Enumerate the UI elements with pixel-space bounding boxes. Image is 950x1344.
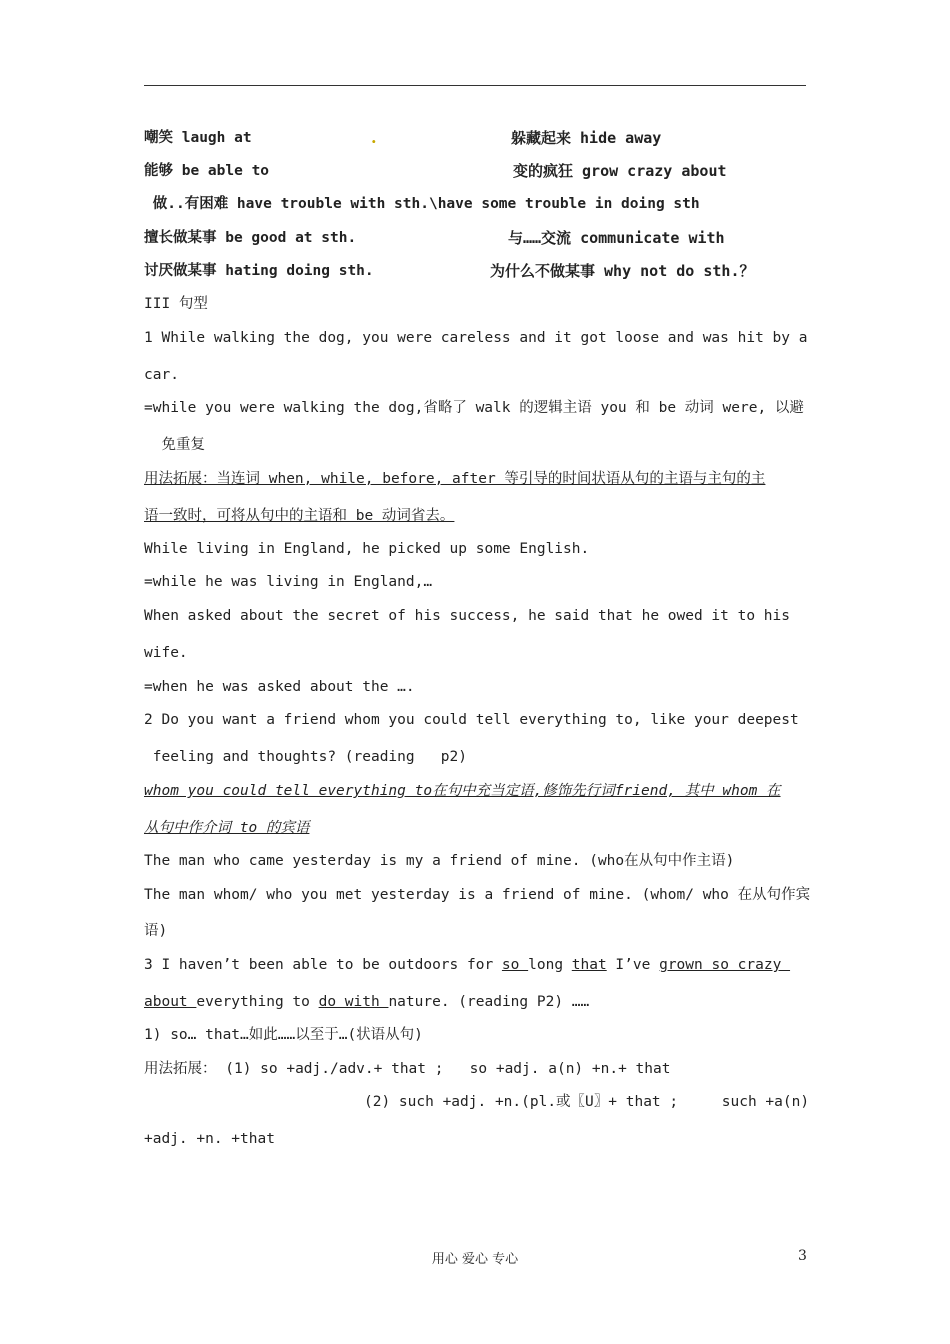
usage-extension-2-such: (2) such +adj. +n.(pl.或〖U〗+ that ; such +a(n) <box>364 1094 810 1110</box>
sentence-3-line-1 <box>144 955 790 975</box>
sentence-1-note: =while you were walking the dog,省略了 walk 的逻辑主语 you 和 be 动词 were, 以避 <box>144 400 804 416</box>
example-1-rewrite: =while he was living in England,… <box>144 574 433 590</box>
usage-extension-1-cont: 语一致时，可将从句中的主语和 be 动词省去。 <box>144 508 455 524</box>
example-who-subject: The man who came yesterday is my a friend of mine. (who在从句中作主语) <box>144 853 735 869</box>
so-that-item: 1) so… that…如此……以至于…(状语从句) <box>144 1027 423 1043</box>
sentence-1-line-2: car. <box>144 367 179 383</box>
sentence-3-do-with: do with <box>318 994 389 1010</box>
phrase-communicate-with: 与……交流 communicate with <box>508 229 725 247</box>
phrase-have-trouble: 做..有困难 have trouble with sth.\have some trouble in doing sth <box>144 196 700 212</box>
sentence-3-grown-so-crazy: grown so crazy <box>659 957 791 973</box>
sentence-3-text-4: everything to <box>196 994 319 1010</box>
phrase-be-good-at: 擅长做某事 be good at sth. <box>144 230 357 246</box>
phrase-laugh-at: 嘲笑 laugh at <box>144 130 252 146</box>
sentence-2-line-1: 2 Do you want a friend whom you could tell everything to, like your deepest <box>144 712 799 728</box>
usage-extension-2-cont: +adj. +n. +that <box>144 1131 275 1147</box>
sentence-3-line-2 <box>144 992 589 1012</box>
example-2-cont: wife. <box>144 645 188 661</box>
sentence-3-that: that <box>571 957 607 973</box>
page-number: 3 <box>798 1248 807 1264</box>
phrase-hating: 讨厌做某事 hating doing sth. <box>144 263 374 279</box>
phrase-grow-crazy: 变的疯狂 grow crazy about <box>513 162 727 180</box>
page-footer: 用心 爱心 专心 <box>431 1252 519 1267</box>
sentence-3-text-5: nature. (reading P2) …… <box>388 994 590 1010</box>
example-2-rewrite: =when he was asked about the …. <box>144 679 415 695</box>
sentence-2-line-2: feeling and thoughts? (reading p2) <box>144 749 468 765</box>
usage-extension-2: 用法拓展： (1) so +adj./adv.+ that ; so +adj. a(n) +n.+ that <box>144 1061 671 1077</box>
sentence-3-so: so <box>501 957 529 973</box>
header-rule <box>144 85 806 86</box>
section-heading: III 句型 <box>144 296 208 312</box>
phrase-hide-away: 躲藏起来 hide away <box>511 129 662 147</box>
example-1: While living in England, he picked up some English. <box>144 541 590 557</box>
sentence-3-text-3: I’ve <box>606 957 660 973</box>
sentence-3-text-1: 3 I haven’t been able to be outdoors for <box>144 957 502 973</box>
example-2: When asked about the secret of his success, he said that he owed it to his <box>144 608 791 624</box>
sentence-1-line-1: 1 While walking the dog, you were careless and it got loose and was hit by a <box>144 330 808 346</box>
usage-extension-1: 用法拓展：当连词 when, while, before, after 等引导的时间状语从句的主语与主句的主 <box>144 471 766 487</box>
sentence-2-analysis-cont: 从句中作介词 to 的宾语 <box>144 820 310 836</box>
sentence-3-about: about <box>144 994 197 1010</box>
example-whom-object-cont: 语) <box>144 923 168 939</box>
example-whom-object: The man whom/ who you met yesterday is a friend of mine. (whom/ who 在从句作宾 <box>144 887 811 903</box>
phrase-be-able-to: 能够 be able to <box>144 163 270 179</box>
phrase-why-not: 为什么不做某事 why not do sth.？ <box>490 262 755 280</box>
decorative-dot: . <box>371 128 377 147</box>
sentence-1-note-cont: 免重复 <box>144 437 205 453</box>
sentence-3-text-2: long <box>528 957 572 973</box>
sentence-2-analysis: whom you could tell everything to在句中充当定语,修饰先行词friend, 其中 whom 在 <box>144 783 781 799</box>
